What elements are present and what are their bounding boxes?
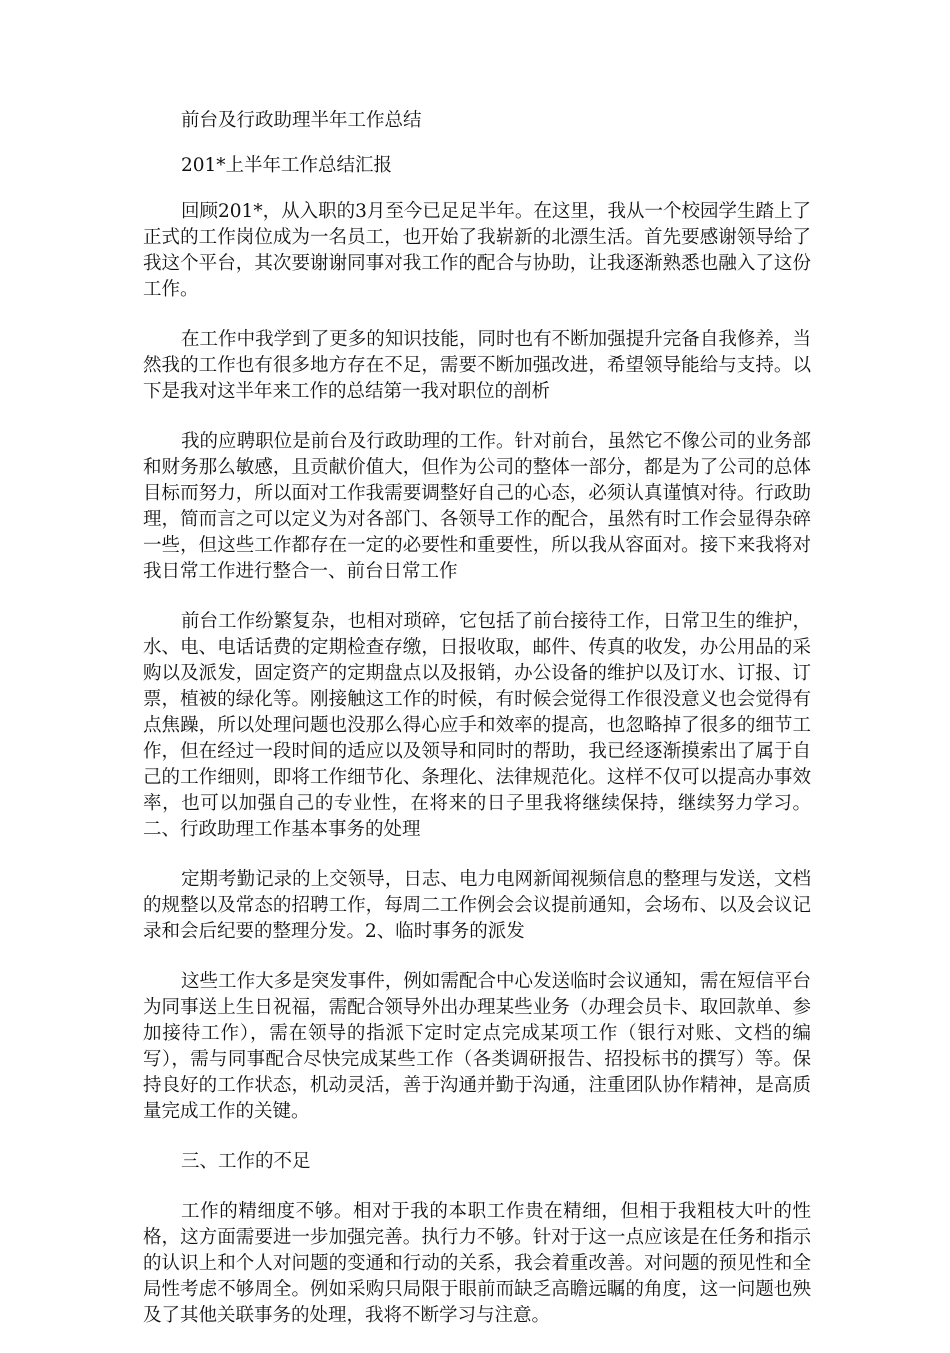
section-heading-shortcomings: 三、工作的不足: [181, 1151, 311, 1172]
paragraph-shortcomings: 工作的精细度不够。相对于我的本职工作贵在精细，但相于我粗枝大叶的性格，这方面需要进一步加强完善。执行力不够。针对于这一点应该是在任务和指示的认识上和个人对问题的变通和行动的关系，我会着重改善。对问题的预见性和全局性考虑不够周全。例如采购只局限于眼前而缺乏高瞻远瞩的角度，这一问题也殃及了其他关联事务的处理，我将不断学习与注意。: [143, 1201, 811, 1326]
document-body: [143, 108, 811, 1353]
paragraph-position: 我的应聘职位是前台及行政助理的工作。针对前台，虽然它不像公司的业务部和财务那么敏感，且贡献价值大，但作为公司的整体一部分，都是为了公司的总体目标而努力，所以面对工作我需要调整好自己的心态，必须认真谨慎对待。行政助理，简而言之可以定义为对各部门、各领导工作的配合，虽然有时工作会显得杂碎一些，但这些工作都存在一定的必要性和重要性，所以我从容面对。接下来我将对我日常工作进行整合一、前台日常工作: [143, 431, 811, 582]
paragraph-ad-hoc-tasks: 这些工作大多是突发事件，例如需配合中心发送临时会议通知，需在短信平台为同事送上生日祝福，需配合领导外出办理某些业务（办理会员卡、取回款单、参加接待工作），需在领导的指派下定时定点完成某项工作（银行对账、文档的编写），需与同事配合尽快完成某些工作（各类调研报告、招投标书的撰写）等。保持良好的工作状态，机动灵活，善于沟通并勤于沟通，注重团队协作精神，是高质量完成工作的关键。: [143, 971, 811, 1122]
document-title: 前台及行政助理半年工作总结: [181, 110, 422, 131]
paragraph-review: 回顾201*，从入职的3月至今已足足半年。在这里，我从一个校园学生踏上了正式的工作岗位成为一名员工，也开始了我崭新的北漂生活。首先要感谢领导给了我这个平台，其次要谢谢同事对我工作的配合与协助，让我逐渐熟悉也融入了这份工作。: [143, 201, 811, 300]
paragraph-front-desk: 前台工作纷繁复杂，也相对琐碎，它包括了前台接待工作，日常卫生的维护，水、电、电话话费的定期检查存缴，日报收取，邮件、传真的收发，办公用品的采购以及派发，固定资产的定期盘点以及报销，办公设备的维护以及订水、订报、订票，植被的绿化等。刚接触这工作的时候，有时候会觉得工作很没意义也会觉得有点焦躁，所以处理问题也没那么得心应手和效率的提高，也忽略掉了很多的细节工作，但在经过一段时间的适应以及领导和同时的帮助，我已经逐渐摸索出了属于自己的工作细则，即将工作细节化、条理化、法律规范化。这样不仅可以提高办事效率，也可以加强自己的专业性，在将来的日子里我将继续保持，继续努力学习。二、行政助理工作基本事务的处理: [143, 611, 811, 840]
paragraph-learning: 在工作中我学到了更多的知识技能，同时也有不断加强提升完备自我修养，当然我的工作也有很多地方存在不足，需要不断加强改进，希望领导能给与支持。以下是我对这半年来工作的总结第一我对职位的剖析: [143, 329, 811, 402]
document-subtitle: 201*上半年工作总结汇报: [181, 155, 393, 176]
paragraph-admin-tasks: 定期考勤记录的上交领导，日志、电力电网新闻视频信息的整理与发送，文档的规整以及常态的招聘工作，每周二工作例会会议提前通知，会场布、以及会议记录和会后纪要的整理分发。2、临时事务的派发: [143, 869, 811, 942]
